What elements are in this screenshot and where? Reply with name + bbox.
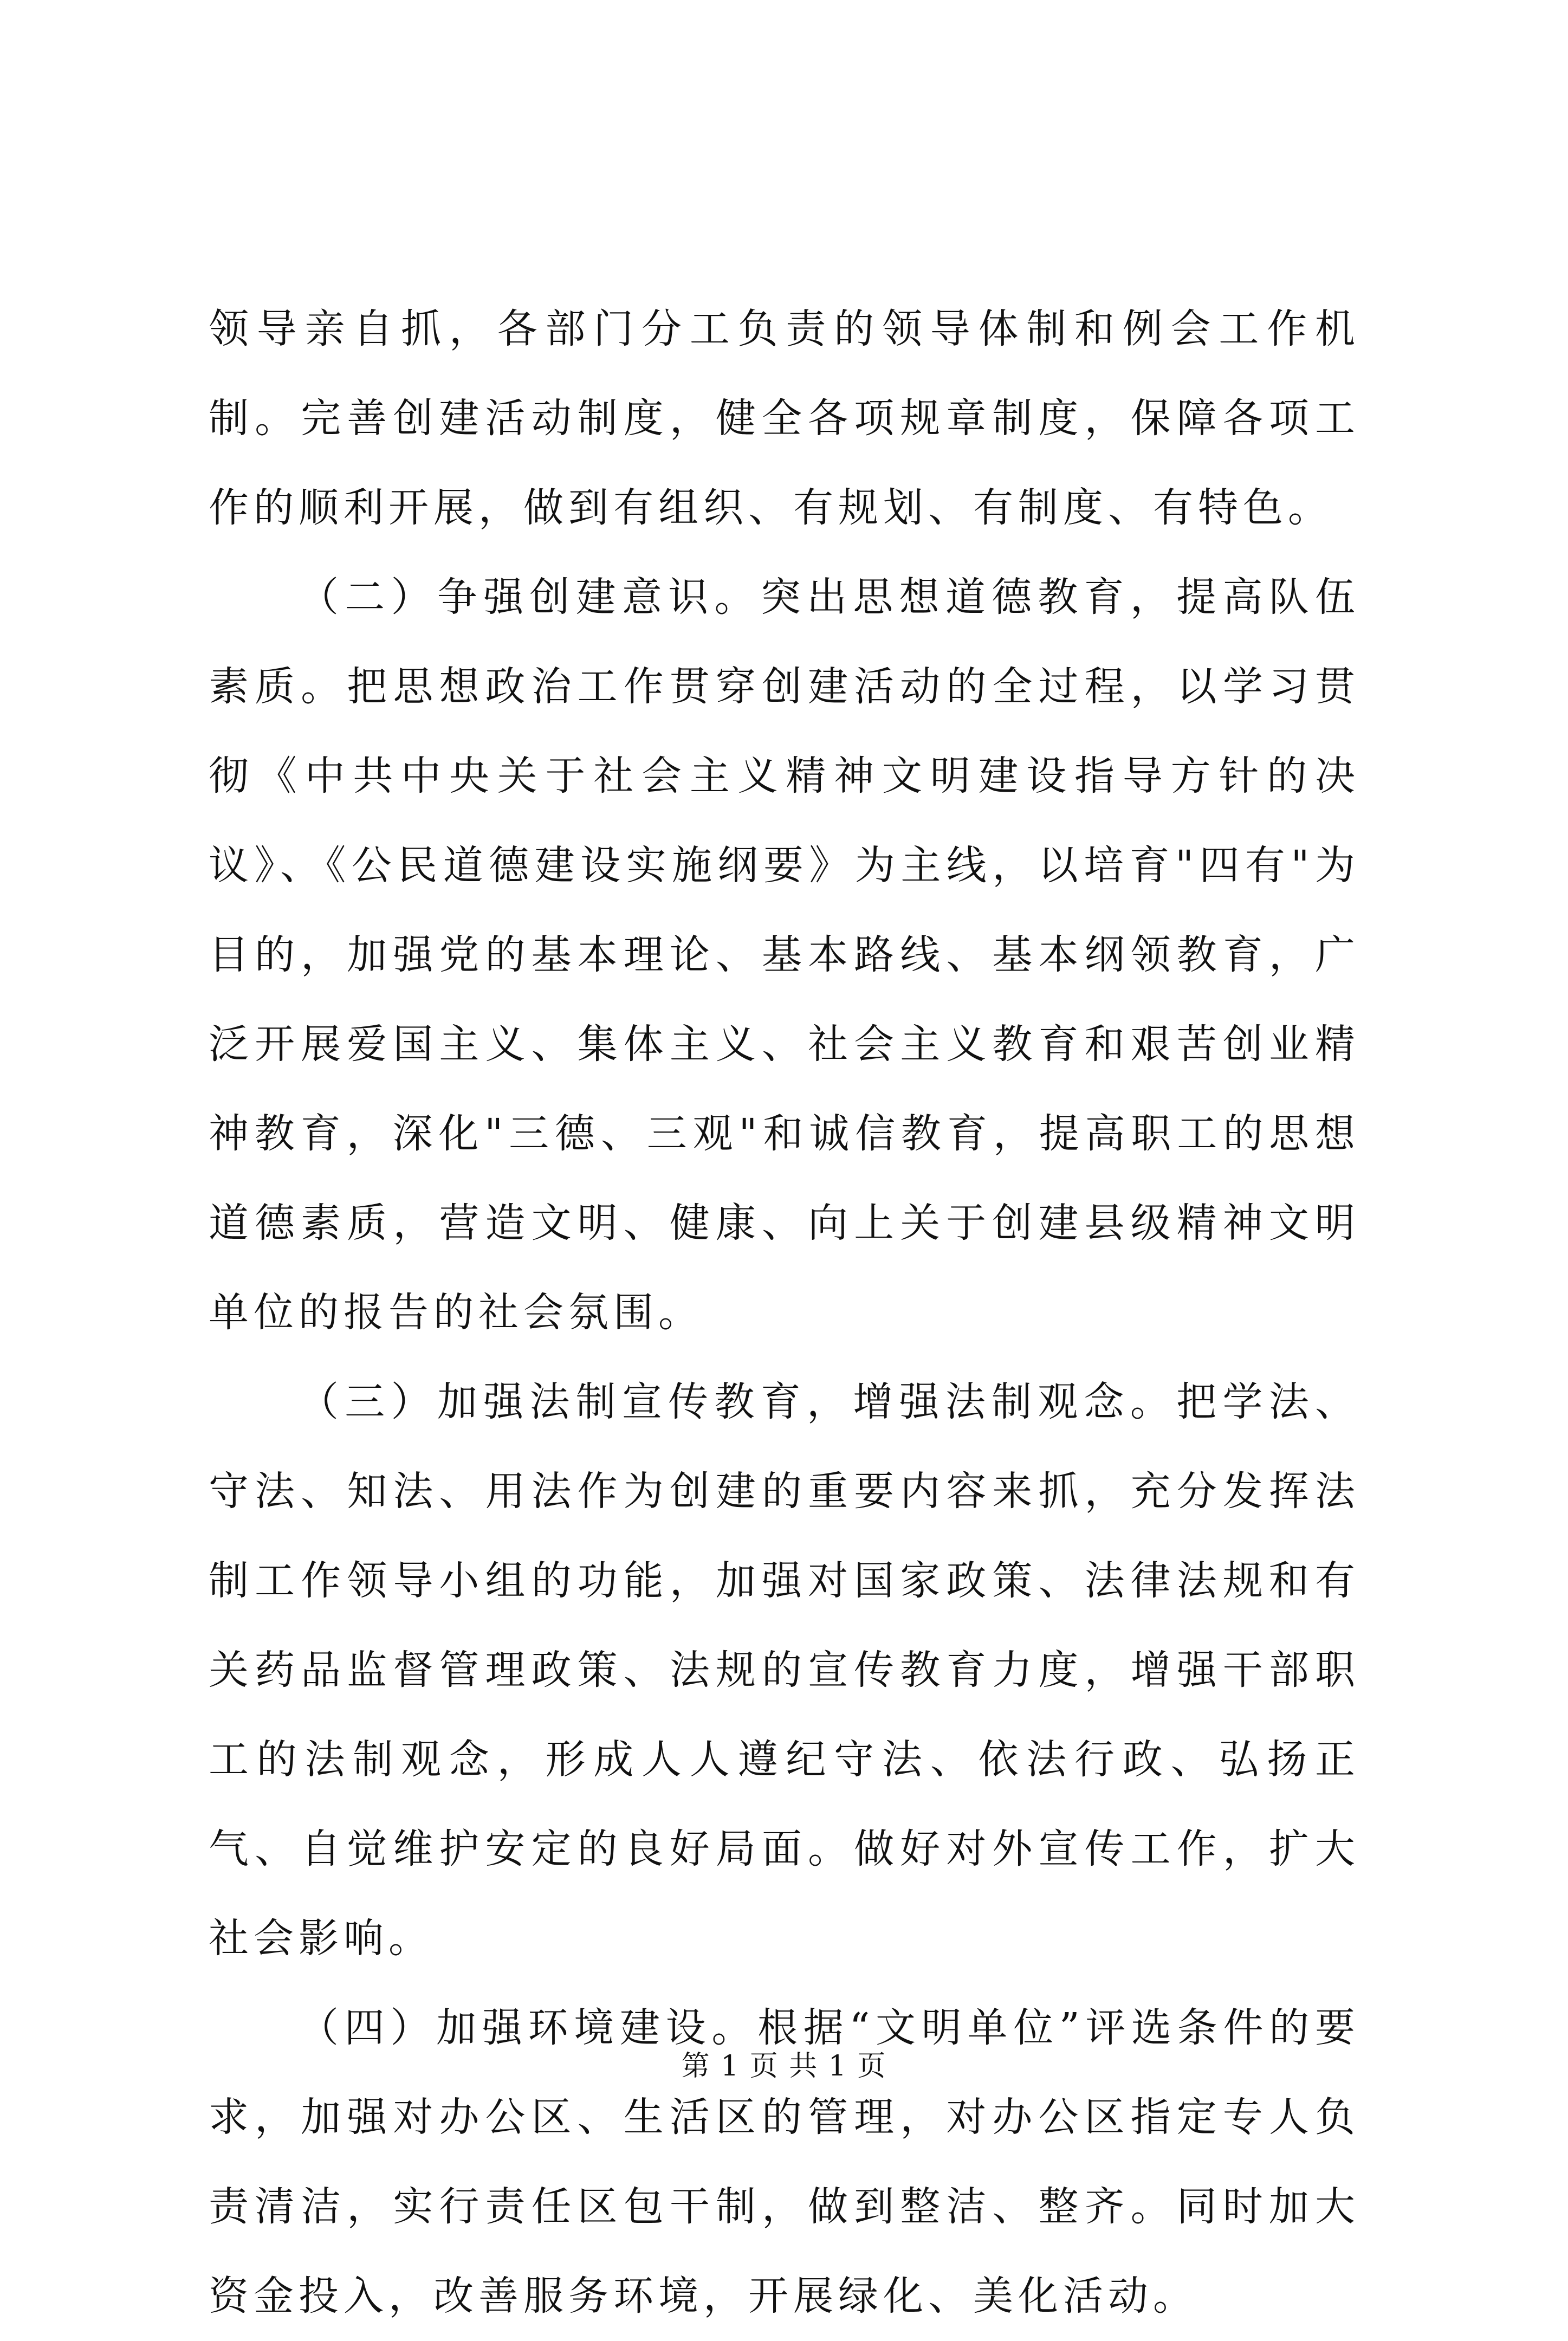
paragraph-continuation: 领导亲自抓，各部门分工负责的领导体制和例会工作机制。完善创建活动制度，健全各项规章制度，保障各项工作的顺利开展，做到有组织、有规划、有制度、有特色。 bbox=[209, 306, 1360, 531]
document-body bbox=[209, 284, 1360, 2341]
paragraph-section-4: （四）加强环境建设。根据“文明单位”评选条件的要求，加强对办公区、生活区的管理，对办公区指定专人负责清洁，实行责任区包干制，做到整洁、整齐。同时加大资金投入，改善服务环境，开展绿化、美化活动。 bbox=[209, 2004, 1360, 2319]
page-number-footer: 第 1 页 共 1 页 bbox=[681, 2050, 887, 2083]
paragraph-section-2: （二）争强创建意识。突出思想道德教育，提高队伍素质。把思想政治工作贯穿创建活动的全过程，以学习贯彻《中共中央关于社会主义精神文明建设指导方针的决议》、《公民道德建设实施纲要》为主线，以培育"四有"为目的，加强党的基本理论、基本路线、基本纲领教育，广泛开展爱国主义、集体主义、社会主义教育和艰苦创业精神教育，深化"三德、三观"和诚信教育，提高职工的思想道德素质，营造文明、健康、向上关于创建县级精神文明单位的报告的社会氛围。 bbox=[209, 574, 1360, 1336]
paragraph-section-3: （三）加强法制宣传教育，增强法制观念。把学法、守法、知法、用法作为创建的重要内容来抓，充分发挥法制工作领导小组的功能，加强对国家政策、法律法规和有关药品监督管理政策、法规的宣传教育力度，增强干部职工的法制观念，形成人人遵纪守法、依法行政、弘扬正气、自觉维护安定的良好局面。做好对外宣传工作，扩大社会影响。 bbox=[209, 1379, 1360, 1962]
